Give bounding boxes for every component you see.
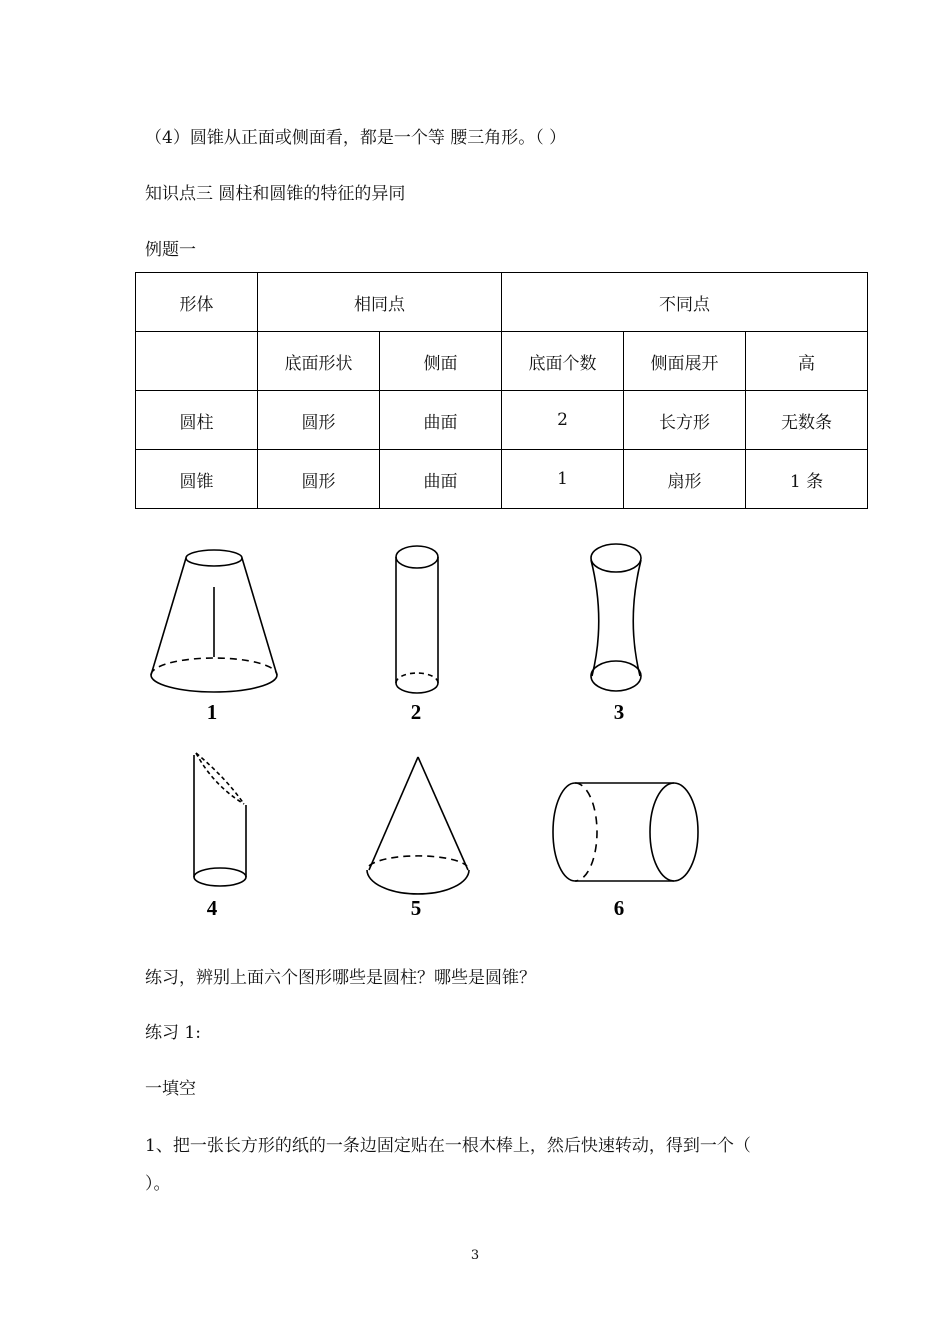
figure-frustum	[151, 550, 277, 724]
figure-label: 4	[206, 896, 218, 920]
table-cell: 圆形	[258, 450, 380, 509]
table-cell: 圆柱	[136, 391, 258, 450]
question-1-line-1: 1、把一张长方形的纸的一条边固定贴在一根木棒上，然后快速转动，得到一个（	[145, 1136, 751, 1156]
table-cell: 圆锥	[136, 450, 258, 509]
table-subheader-row	[136, 332, 868, 391]
subheader-cell: 高	[746, 332, 868, 391]
figure-cone	[367, 757, 469, 920]
subheader-cell	[136, 332, 258, 391]
table-cell: 曲面	[380, 391, 502, 450]
figure-label: 5	[410, 896, 422, 920]
table-cell: 1 条	[746, 450, 868, 509]
example-heading: 例题一	[145, 240, 196, 260]
header-shape: 形体	[136, 273, 258, 332]
table-cell: 曲面	[380, 450, 502, 509]
table-cell: 1	[502, 450, 624, 509]
table-row	[136, 391, 868, 450]
figure-waisted-solid	[591, 544, 641, 724]
figure-cut-cylinder	[194, 753, 246, 920]
subheader-cell: 侧面	[380, 332, 502, 391]
figure-label: 1	[206, 700, 218, 724]
subheader-cell: 底面个数	[502, 332, 624, 391]
figure-label: 3	[613, 700, 625, 724]
section-heading: 知识点三 圆柱和圆锥的特征的异同	[145, 184, 406, 204]
subheader-cell: 侧面展开	[624, 332, 746, 391]
figure-label: 6	[613, 896, 625, 920]
comparison-table	[135, 272, 868, 509]
table-row	[136, 450, 868, 509]
table-cell: 长方形	[624, 391, 746, 450]
table-header-row	[136, 273, 868, 332]
header-diff: 不同点	[502, 273, 868, 332]
table-cell: 无数条	[746, 391, 868, 450]
fill-blank-heading: 一填空	[145, 1079, 196, 1099]
subheader-cell: 底面形状	[258, 332, 380, 391]
figure-cylinder	[396, 546, 438, 724]
figure-horizontal-cylinder	[553, 783, 698, 920]
table-cell: 圆形	[258, 391, 380, 450]
figure-label: 2	[410, 700, 422, 724]
question-1-line-2: ）。	[145, 1174, 171, 1194]
question-4: （4）圆锥从正面或侧面看，都是一个等 腰三角形。（ ）	[145, 128, 567, 148]
table-cell: 扇形	[624, 450, 746, 509]
solid-figures	[0, 530, 950, 930]
header-same: 相同点	[258, 273, 502, 332]
page-number: 3	[470, 1248, 480, 1263]
table-cell: 2	[502, 391, 624, 450]
practice-prompt: 练习，辨别上面六个图形哪些是圆柱？哪些是圆锥？	[145, 968, 536, 988]
practice-1-heading: 练习 1:	[145, 1023, 201, 1043]
